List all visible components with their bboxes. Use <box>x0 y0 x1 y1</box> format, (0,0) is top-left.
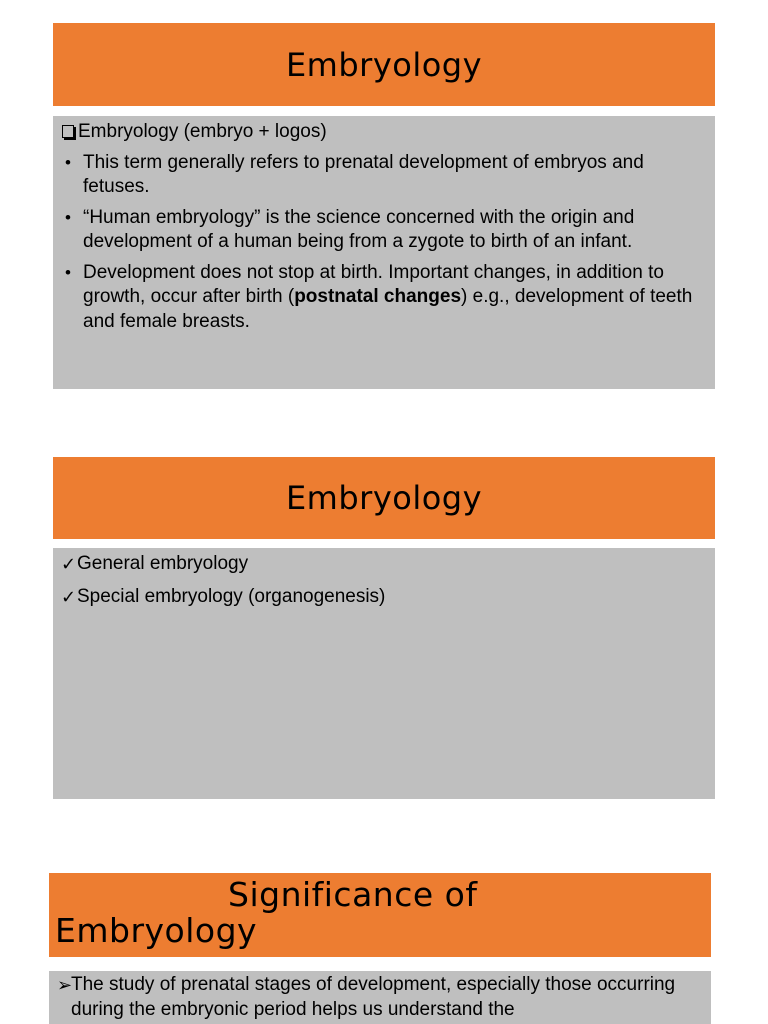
bullet-text-start: Development does not stop at birth. Important changes, in addition to growth, occur after birth ( <box>83 261 664 307</box>
slide2-title: Embryology <box>53 457 715 539</box>
slide1-bullet-3 <box>61 261 707 335</box>
slide2-item-text: General embryology <box>77 553 249 574</box>
checkmark-icon: ✓ <box>61 554 77 574</box>
bold-term: postnatal changes <box>294 286 462 307</box>
bullet-dot-icon: • <box>65 262 71 282</box>
slide2-item-2 <box>61 585 707 610</box>
slide3-title-line1: Significance of <box>228 875 478 914</box>
slide3-item <box>57 973 703 1022</box>
slide1-heading: Embryology (embryo + logos) <box>78 121 327 142</box>
bullet-dot-icon: • <box>65 152 71 172</box>
slide3-title <box>49 873 711 957</box>
slide3-text: The study of prenatal stages of development, especially those occurring during the embryonic period helps us understand the <box>71 974 676 1020</box>
slide1-title: Embryology <box>53 23 715 106</box>
slide3-title-line2: Embryology <box>55 911 258 950</box>
slide2-item-text: Special embryology (organogenesis) <box>77 585 386 607</box>
slide1-bullet-text <box>83 261 707 335</box>
slide2-item-1 <box>61 552 707 577</box>
slide1-bullet-2 <box>61 206 707 255</box>
bullet-text-end: ) e.g., development of teeth and female breasts. <box>83 286 693 332</box>
slide2-content <box>53 548 715 799</box>
square-bullet-icon <box>62 125 74 138</box>
arrow-bullet-icon: ➢ <box>57 975 73 995</box>
slide1-heading-line <box>61 120 707 145</box>
slide1-bullet-text: “Human embryology” is the science concerned with the origin and development of a human being from a zygote to birth of an infant. <box>83 206 635 252</box>
checkmark-icon: ✓ <box>61 586 77 607</box>
bullet-dot-icon: • <box>65 207 71 227</box>
slide1-bullet-text: This term generally refers to prenatal development of embryos and fetuses. <box>83 151 644 197</box>
slide1-content <box>53 116 715 389</box>
slide1-bullet-1 <box>61 151 707 200</box>
slide3-content <box>49 971 711 1024</box>
